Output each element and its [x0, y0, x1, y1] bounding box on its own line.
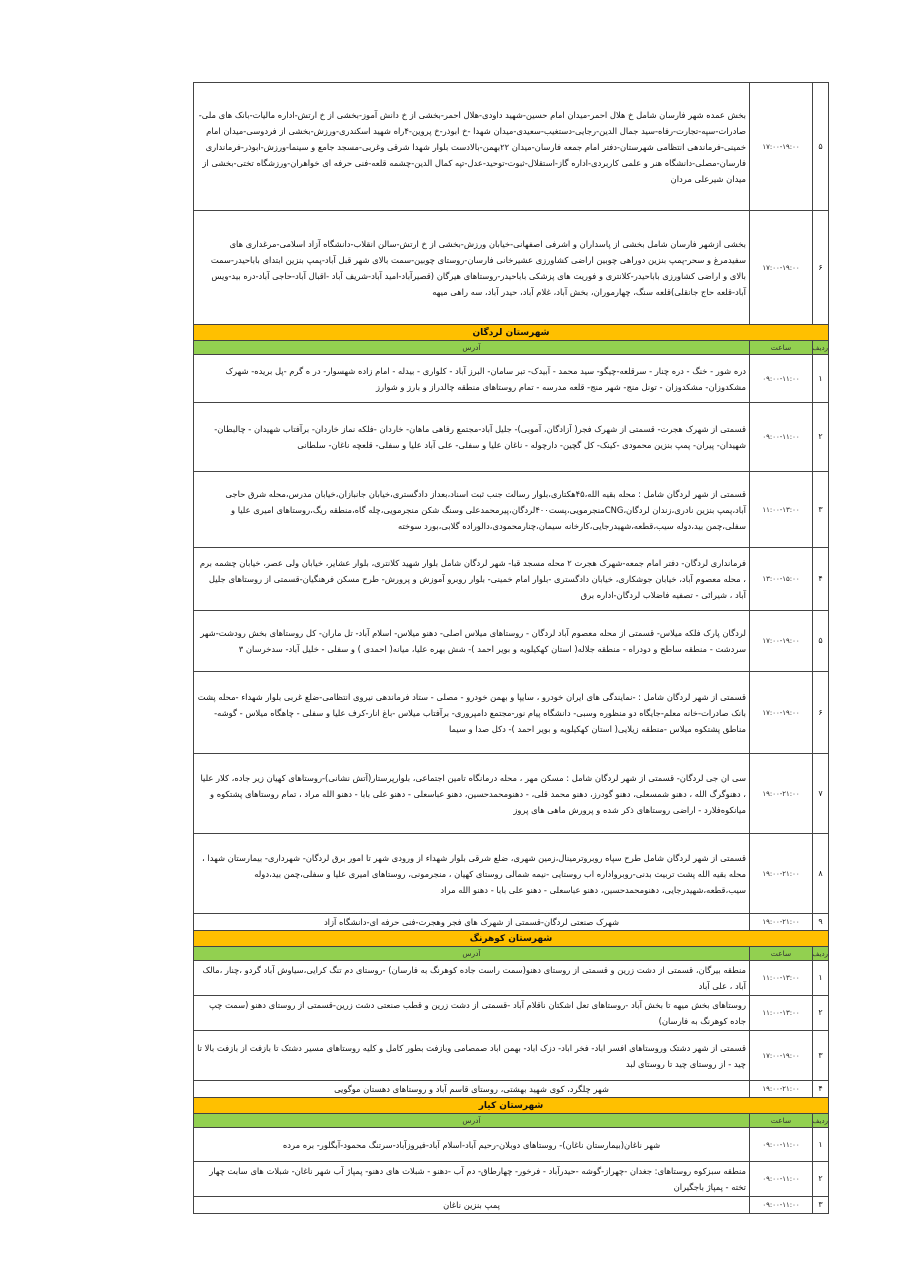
- row-address: دره شور - خنگ - دره چنار - سرقلعه-چیگو- سید محمد - آبیدک- تبر سامان- البرز آباد - کلواری - بیدله - امام زاده شهسوار- در ه گرم -پل بریده- شهرک مشکدوزان- مشکدوزان - تونل منج- شهر منج- قلعه مدرسه - تمام روستاهای منطقه چالدراز و بارز و شوارز: [194, 355, 750, 403]
- table-row: [194, 834, 829, 914]
- table-row: [194, 914, 829, 931]
- region-title: شهرستان لردگان: [194, 325, 829, 341]
- row-index: ۵: [813, 83, 829, 211]
- row-index: ۸: [813, 834, 829, 914]
- row-time: ۱۹:۰۰-۲۱:۰۰: [750, 914, 813, 931]
- table-row: [194, 1031, 829, 1081]
- row-time: ۱۷:۰۰-۱۹:۰۰: [750, 83, 813, 211]
- row-address: پمپ بنزین ناغان: [194, 1197, 750, 1214]
- row-address: منطقه بیرگان، قسمتی از دشت زرین و قسمتی از روستای دهنو(سمت راست جاده کوهرنگ به فارسان) -روستای دم تنگ کرایی،سیاوش آباد گردو ،چنار ،مالک آباد ، علی آباد: [194, 961, 750, 996]
- column-header-index: ردیف: [813, 341, 829, 355]
- region-title: شهرستان کوهرنگ: [194, 931, 829, 947]
- row-index: ۳: [813, 1197, 829, 1214]
- row-time: ۱۷:۰۰-۱۹:۰۰: [750, 1031, 813, 1081]
- column-header-time: ساعت: [750, 947, 813, 961]
- region-title: شهرستان کیار: [194, 1098, 829, 1114]
- row-index: ۶: [813, 672, 829, 754]
- row-index: ۳: [813, 472, 829, 548]
- region-header-kiar: [194, 1098, 829, 1114]
- column-header-index: ردیف: [813, 1114, 829, 1128]
- column-header-row: [194, 947, 829, 961]
- row-index: ۲: [813, 403, 829, 472]
- region-header-lordegan: [194, 325, 829, 341]
- column-header-row: [194, 341, 829, 355]
- table-row: [194, 1162, 829, 1197]
- row-address: شهر ناغان(بیمارستان ناغان)- روستاهای دوبلان-رحیم آباد-اسلام آباد-فیروزآباد-سرتنگ محمود-آبگلور- بره مرده: [194, 1128, 750, 1162]
- row-time: ۰۹:۰۰-۱۱:۰۰: [750, 1197, 813, 1214]
- row-time: ۰۹:۰۰-۱۱:۰۰: [750, 1128, 813, 1162]
- row-time: ۱۹:۰۰-۲۱:۰۰: [750, 834, 813, 914]
- row-address: قسمتی از شهر لردگان شامل طرح سپاه روبروترمینال،زمین شهری، ضلع شرقی بلوار شهداء از ورودی شهر تا امور برق لردگان- شهرداری- بیمارستان شهدا ، محله بقیه الله پشت تربیت بدنی-روبرواداره اب روستایی -نیمه شمالی روستای کهیان ، منجرمونی، روستاهای امیری علیا و سفلی،چمن بید،دوله سیب،قطعه،شهیدرجایی، دهنومحمدحسین، دهنو عباسعلی - دهنو علی بابا - دهنو الله مراد: [194, 834, 750, 914]
- row-index: ۵: [813, 611, 829, 672]
- table-row: [194, 961, 829, 996]
- row-address: قسمتی از شهرک هجرت- قسمتی از شهرک فجر( آزادگان، آموبی)- جلیل آباد-مجتمع رفاهی ماهان- خاردان -فلکه نماز خاردان- برآفتاب شهیدان - چالبطان- شهیدان- پیران- پمپ بنزین محمودی -کینک- کل گچین- دارچوله - ناغان علیا و سفلی- علی آباد علیا و سفلی- قلعچه ناغان- سلطانی: [194, 403, 750, 472]
- outage-schedule-document: [193, 82, 829, 1214]
- row-index: ۱: [813, 1128, 829, 1162]
- row-address: شهر چلگرد، کوی شهید بهشتی، روستای قاسم آباد و روستاهای دهستان موگویی: [194, 1081, 750, 1098]
- row-index: ۳: [813, 1031, 829, 1081]
- region-header-kuhrang: [194, 931, 829, 947]
- column-header-address: آدرس: [194, 947, 750, 961]
- table-row: [194, 611, 829, 672]
- row-address: فرمانداری لردگان- دفتر امام جمعه-شهرک هجرت ۲ محله مسجد قبا- شهر لردگان شامل بلوار شهید کلانتری، بلوار عشایر، خیابان ولی عصر، خیابان چشمه برم ، محله معصوم آباد، خیابان جوشکاری، خیابان دادگستری -بلوار امام خمینی- بلوار روبرو آموزش و پرورش- طرح مسکن فرهنگیان-قسمتی از روستاهای جلیل آباد ، شیرائی - تصفیه فاضلاب لردگان-اداره برق: [194, 548, 750, 611]
- row-time: ۱۷:۰۰-۱۹:۰۰: [750, 672, 813, 754]
- table-row: [194, 1128, 829, 1162]
- row-index: ۹: [813, 914, 829, 931]
- row-time: ۰۹:۰۰-۱۱:۰۰: [750, 403, 813, 472]
- table-row: [194, 1197, 829, 1214]
- row-index: ۱: [813, 961, 829, 996]
- row-index: ۲: [813, 1162, 829, 1197]
- column-header-time: ساعت: [750, 341, 813, 355]
- row-address: بخش عمده شهر فارسان شامل خ هلال احمر-میدان امام حسین-شهید داودی-هلال احمر-بخشی از خ دانش آموز-بخشی از خ ارتش-اداره مالیات-بانک های ملی-صادرات-سپه-تجارت-رفاه-سید جمال الدین-رجایی-دستغیب-سعیدی-میدان شهدا -خ ابوذر-خ پروین-۴راه شهید اسکندری-ورزش-بخشی از فردوسی-میدان امام خمینی-فرماندهی انتظامی شهرستان-دفتر امام جمعه فارسان-میدان ۲۲بهمن-بالادست بلوار شهدا شرقی وغربی-مسجد جامع و سینما-ورزش-ابوذر-فرمانداری فارسان-مصلی-دانشگاه هنر و علمی کاربردی-اداره گاز-استقلال-ثبوت-توحید-عدل-تپه کمال الدین-چشمه قلعه-فنی حرفه ای خواهران-ورزشگاه تختی-بخشی از میدان شیرعلی مردان: [194, 83, 750, 211]
- row-time: ۰۹:۰۰-۱۱:۰۰: [750, 355, 813, 403]
- row-time: ۱۱:۰۰-۱۳:۰۰: [750, 961, 813, 996]
- row-time: ۱۹:۰۰-۲۱:۰۰: [750, 1081, 813, 1098]
- row-index: ۲: [813, 996, 829, 1031]
- column-header-address: آدرس: [194, 1114, 750, 1128]
- outage-schedule-table: [193, 82, 829, 1214]
- table-row: [194, 472, 829, 548]
- row-time: ۱۷:۰۰-۱۹:۰۰: [750, 611, 813, 672]
- row-address: منطقه سبزکوه روستاهای: جغدان -چهراز-گوشه -حیدرآباد - فرخور- چهارطاق- دم آب -دهنو - شبلات های دهنو- پمپاژ آب شهر ناغان- شبلات های سابت چهار تخته - پمپاژ باجگیران: [194, 1162, 750, 1197]
- row-address: شهرک صنعتی لردگان-قسمتی از شهرک های فجر وهجرت-فنی حرفه ای-دانشگاه آزاد: [194, 914, 750, 931]
- column-header-address: آدرس: [194, 341, 750, 355]
- row-index: ۴: [813, 1081, 829, 1098]
- row-time: ۱۹:۰۰-۲۱:۰۰: [750, 754, 813, 834]
- row-index: ۶: [813, 211, 829, 325]
- row-index: ۷: [813, 754, 829, 834]
- table-row: [194, 548, 829, 611]
- row-time: ۱۷:۰۰-۱۹:۰۰: [750, 211, 813, 325]
- row-address: بخشی ازشهر فارسان شامل بخشی از پاسداران و اشرفی اصفهانی-خیابان ورزش-بخشی از خ ارتش-سالن انقلاب-دانشگاه آزاد اسلامی-مرغداری های سفیدمرغ و سحر-پمپ بنزین دوراهی چوبین اراضی کشاورزی عشیرخانی فارسان-روستای چوبین-سمت بالای شهر قبل آباد-پمپ بنزین ابتدای باباحیدر-سمت بالای و اراضی کشاورزی باباحیدر-کلانتری و فوریت های پزشکی باباحیدر-روستاهای هیرگان (قصیرآباد-امید آباد-شریف آباد -اقبال آباد-حاجی آباد-دره بید-ویس آباد-قلعه حاج جانقلی)قلعه سنگ، چهارموران، بخش آباد، غلام آباد، حیدر آباد، سه راهی میهه: [194, 211, 750, 325]
- row-time: ۱۱:۰۰-۱۳:۰۰: [750, 472, 813, 548]
- column-header-time: ساعت: [750, 1114, 813, 1128]
- row-index: ۱: [813, 355, 829, 403]
- row-address: سی ان جی لردگان- قسمتی از شهر لردگان شامل : مسکن مهر ، محله درمانگاه تامین اجتماعی، بلوارپرستار(آتش نشانی)-روستاهای کهیان زیر جاده، کلار علیا ، دهنوگرگ الله ، دهنو شمسعلی، دهنو گودرز، دهنو محمد قلی، - دهنومحمدحسین، دهنو عباسعلی - دهنو علی بابا - دهنو الله مراد ، تمام روستاهای پشتکوه و میانکوه‌فلارد - اراضی روستاهای ذکر شده و پرورش ماهی های پروز: [194, 754, 750, 834]
- row-address: لردگان پارک فلکه میلاس- قسمتی از محله معصوم آباد لردگان - روستاهای میلاس اصلی- دهنو میلاس- اسلام آباد- تل ماران- کل روستاهای بخش رودشت-شهر سردشت - منطقه ساطح و دودراه - منطقه جلاله( استان کهکیلویه و بویر احمد )- شش بهره علیا، میانه( احمدی ) و سفلی - خلیل آباد- سدخرسان ۳: [194, 611, 750, 672]
- column-header-index: ردیف: [813, 947, 829, 961]
- row-address: قسمتی از شهر دشتک وروستاهای افسر اباد- فخر اباد- دزک اباد- بهمن اباد صمصامی وبازفت بطور کامل و کلیه روستاهای مسیر دشتک تا بازفت از بازفت بالا تا چید - از روستای چید تا روستای لبد: [194, 1031, 750, 1081]
- table-row: [194, 1081, 829, 1098]
- table-row: [194, 355, 829, 403]
- table-row: [194, 83, 829, 211]
- table-row: [194, 403, 829, 472]
- table-row: [194, 754, 829, 834]
- row-time: ۱۱:۰۰-۱۳:۰۰: [750, 996, 813, 1031]
- row-address: قسمتی از شهر لردگان شامل : -نمایندگی های ایران خودرو ، سایپا و بهمن خودرو - مصلی - ستاد فرماندهی نیروی انتظامی-ضلع غربی بلوار شهداء -محله پشت بانک صادرات-خانه معلم-جایگاه دو منظوره وسبی- دانشگاه پیام نور-مجتمع دامپروری- برآفتاب میلاس -باغ انار-کرف علیا و سفلی - چاهگاه میلاس - گوشه-مناطق پشتکوه میلاس -منطقه زیلایی( استان کهکیلویه و بویر احمد )- دکل صدا و سیما: [194, 672, 750, 754]
- row-address: قسمتی از شهر لردگان شامل : محله بقیه الله،۴۵هکتاری،بلوار رسالت جنب ثبت اسناد،بعداز دادگستری،خیابان جانبازان،خیابان مدرس،محله شرق حاجی آباد،پمپ بنزین نادری،زندان لردگان،CNGمنجرمویی،پست۴۰۰لردگان،پیرمحمدعلی وسنگ شکن منجرمویی،چله گاه،منطقه ریگ،روستاهای امیری علیا و سفلی،چمن بید،دوله سیب،قطعه،شهیدرجایی،کارخانه سیمان،چنارمحمودی،دالوراده گلابی،بورد سوخته: [194, 472, 750, 548]
- table-row: [194, 211, 829, 325]
- table-row: [194, 996, 829, 1031]
- table-row: [194, 672, 829, 754]
- column-header-row: [194, 1114, 829, 1128]
- row-time: ۱۳:۰۰-۱۵:۰۰: [750, 548, 813, 611]
- row-index: ۴: [813, 548, 829, 611]
- row-time: ۰۹:۰۰-۱۱:۰۰: [750, 1162, 813, 1197]
- row-address: روستاهای بخش میهه تا بخش آباد -روستاهای تعل اشکتان ناقلام آباد -قسمتی از دشت زرین و قطب صنعتی دشت زرین-قسمتی از روستای دهنو (سمت چپ جاده کوهرنگ به فارسان): [194, 996, 750, 1031]
